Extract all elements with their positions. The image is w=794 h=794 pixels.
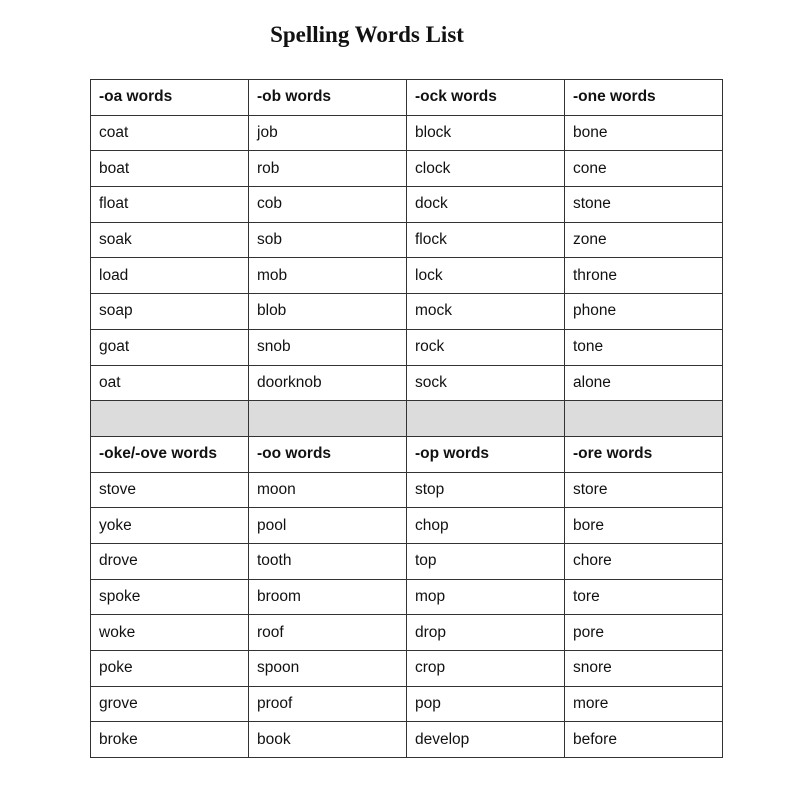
- word-cell: mob: [249, 258, 407, 294]
- word-cell: zone: [565, 222, 723, 258]
- column-header: -ore words: [565, 436, 723, 472]
- word-cell: before: [565, 722, 723, 758]
- word-cell: cone: [565, 151, 723, 187]
- word-cell: poke: [91, 651, 249, 687]
- table-row: [91, 686, 723, 722]
- word-cell: spoke: [91, 579, 249, 615]
- word-cell: mop: [407, 579, 565, 615]
- table-body: [91, 80, 723, 758]
- word-cell: crop: [407, 651, 565, 687]
- header-row: [91, 436, 723, 472]
- word-cell: snob: [249, 329, 407, 365]
- word-cell: boat: [91, 151, 249, 187]
- table-row: [91, 651, 723, 687]
- word-cell: stop: [407, 472, 565, 508]
- word-cell: chore: [565, 543, 723, 579]
- word-cell: flock: [407, 222, 565, 258]
- table-row: [91, 329, 723, 365]
- word-cell: rob: [249, 151, 407, 187]
- word-cell: goat: [91, 329, 249, 365]
- word-cell: bone: [565, 115, 723, 151]
- word-cell: broke: [91, 722, 249, 758]
- table-row: [91, 222, 723, 258]
- table-row: [91, 294, 723, 330]
- word-cell: book: [249, 722, 407, 758]
- column-header: -op words: [407, 436, 565, 472]
- word-cell: cob: [249, 187, 407, 223]
- word-cell: blob: [249, 294, 407, 330]
- word-cell: soap: [91, 294, 249, 330]
- word-cell: oat: [91, 365, 249, 401]
- page-title: Spelling Words List: [270, 22, 464, 47]
- word-cell: more: [565, 686, 723, 722]
- table-row: [91, 115, 723, 151]
- word-cell: roof: [249, 615, 407, 651]
- spacer-cell: [249, 401, 407, 437]
- column-header: -ock words: [407, 80, 565, 116]
- word-cell: sob: [249, 222, 407, 258]
- word-cell: pore: [565, 615, 723, 651]
- spacer-cell: [407, 401, 565, 437]
- word-cell: pop: [407, 686, 565, 722]
- word-cell: woke: [91, 615, 249, 651]
- table-row: [91, 472, 723, 508]
- word-cell: tore: [565, 579, 723, 615]
- table-row: [91, 365, 723, 401]
- word-cell: throne: [565, 258, 723, 294]
- word-cell: tone: [565, 329, 723, 365]
- column-header: -ob words: [249, 80, 407, 116]
- word-cell: spoon: [249, 651, 407, 687]
- word-cell: moon: [249, 472, 407, 508]
- word-cell: broom: [249, 579, 407, 615]
- word-cell: top: [407, 543, 565, 579]
- column-header: -oo words: [249, 436, 407, 472]
- word-cell: alone: [565, 365, 723, 401]
- word-cell: rock: [407, 329, 565, 365]
- word-cell: pool: [249, 508, 407, 544]
- word-cell: tooth: [249, 543, 407, 579]
- word-cell: doorknob: [249, 365, 407, 401]
- table-row: [91, 508, 723, 544]
- word-cell: mock: [407, 294, 565, 330]
- header-row: [91, 80, 723, 116]
- word-cell: block: [407, 115, 565, 151]
- word-cell: develop: [407, 722, 565, 758]
- table-row: [91, 722, 723, 758]
- column-header: -oa words: [91, 80, 249, 116]
- word-cell: phone: [565, 294, 723, 330]
- word-cell: grove: [91, 686, 249, 722]
- word-cell: bore: [565, 508, 723, 544]
- word-cell: coat: [91, 115, 249, 151]
- spelling-words-table: [90, 79, 723, 758]
- word-cell: soak: [91, 222, 249, 258]
- word-cell: job: [249, 115, 407, 151]
- word-cell: yoke: [91, 508, 249, 544]
- word-cell: dock: [407, 187, 565, 223]
- spacer-row: [91, 401, 723, 437]
- word-cell: float: [91, 187, 249, 223]
- column-header: -one words: [565, 80, 723, 116]
- spacer-cell: [565, 401, 723, 437]
- word-cell: sock: [407, 365, 565, 401]
- table-row: [91, 151, 723, 187]
- word-cell: proof: [249, 686, 407, 722]
- word-cell: lock: [407, 258, 565, 294]
- word-cell: chop: [407, 508, 565, 544]
- word-cell: drove: [91, 543, 249, 579]
- table-row: [91, 543, 723, 579]
- table-row: [91, 258, 723, 294]
- table-row: [91, 187, 723, 223]
- word-cell: snore: [565, 651, 723, 687]
- word-cell: clock: [407, 151, 565, 187]
- word-cell: stove: [91, 472, 249, 508]
- word-cell: store: [565, 472, 723, 508]
- column-header: -oke/-ove words: [91, 436, 249, 472]
- spacer-cell: [91, 401, 249, 437]
- word-cell: stone: [565, 187, 723, 223]
- table-row: [91, 615, 723, 651]
- table-row: [91, 579, 723, 615]
- word-cell: drop: [407, 615, 565, 651]
- word-cell: load: [91, 258, 249, 294]
